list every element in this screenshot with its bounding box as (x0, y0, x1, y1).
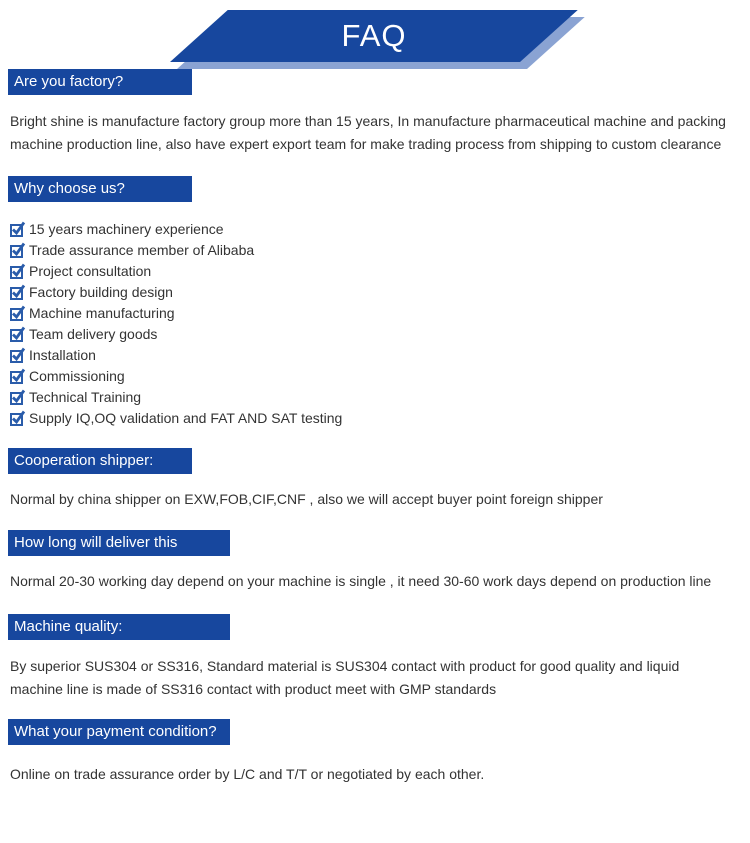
checklist-item-label: Supply IQ,OQ validation and FAT AND SAT testing (29, 409, 343, 426)
checkbox-checked-icon (8, 367, 26, 385)
checklist-item-label: Technical Training (29, 388, 142, 405)
checklist-item-label: Commissioning (29, 367, 125, 384)
checkbox-checked-icon (8, 346, 26, 364)
checklist-item (8, 302, 750, 323)
section-header-payment-condition: What your payment condition? (8, 719, 230, 745)
section-body-delivery-time: Normal 20-30 working day depend on your machine is single , it need 30-60 work days depend on production line (10, 573, 712, 589)
checklist-item-label: Trade assurance member of Alibaba (29, 241, 255, 258)
section-body-are-you-factory: Bright shine is manufacture factory group more than 15 years, In manufacture pharmaceutical machine and packing machine production line, also have expert export team for make trading process from shipping to custom clearance (10, 113, 726, 152)
section-header-are-you-factory: Are you factory? (8, 69, 192, 95)
section-header-delivery-time: How long will deliver this goods? (8, 530, 230, 556)
section-body-cooperation-shipper: Normal by china shipper on EXW,FOB,CIF,CNF , also we will accept buyer point foreign shipper (10, 491, 603, 507)
section-header-why-choose-us: Why choose us? (8, 176, 192, 202)
checkbox-checked-icon (8, 304, 26, 322)
checklist-item-label: Installation (29, 346, 96, 363)
checklist-item-label: Factory building design (29, 283, 173, 300)
checklist-item (8, 365, 750, 386)
checkbox-checked-icon (8, 409, 26, 427)
checklist-item (8, 407, 750, 428)
checkbox-checked-icon (8, 241, 26, 259)
checklist-item-label: 15 years machinery experience (29, 220, 224, 237)
checklist-item (8, 386, 750, 407)
checkbox-checked-icon (8, 388, 26, 406)
checkbox-checked-icon (8, 220, 26, 238)
checklist-item-label: Team delivery goods (29, 325, 158, 342)
section-body-payment-condition: Online on trade assurance order by L/C and T/T or negotiated by each other. (10, 766, 485, 782)
checklist-item (8, 239, 750, 260)
checklist-item (8, 323, 750, 344)
checklist-item-label: Machine manufacturing (29, 304, 175, 321)
checkbox-checked-icon (8, 325, 26, 343)
checkbox-checked-icon (8, 283, 26, 301)
checklist-item (8, 260, 750, 281)
section-header-machine-quality: Machine quality: (8, 614, 230, 640)
checklist-item (8, 281, 750, 302)
section-body-machine-quality: By superior SUS304 or SS316, Standard material is SUS304 contact with product for good quality and liquid machine line is made of SS316 contact with product meet with GMP standards (10, 658, 680, 697)
checklist-item-label: Project consultation (29, 262, 152, 279)
why-choose-us-checklist (8, 218, 750, 428)
faq-banner (0, 0, 750, 69)
faq-banner-title: FAQ (341, 18, 407, 53)
section-header-cooperation-shipper: Cooperation shipper: (8, 448, 192, 474)
checkbox-checked-icon (8, 262, 26, 280)
checklist-item (8, 218, 750, 239)
checklist-item (8, 344, 750, 365)
